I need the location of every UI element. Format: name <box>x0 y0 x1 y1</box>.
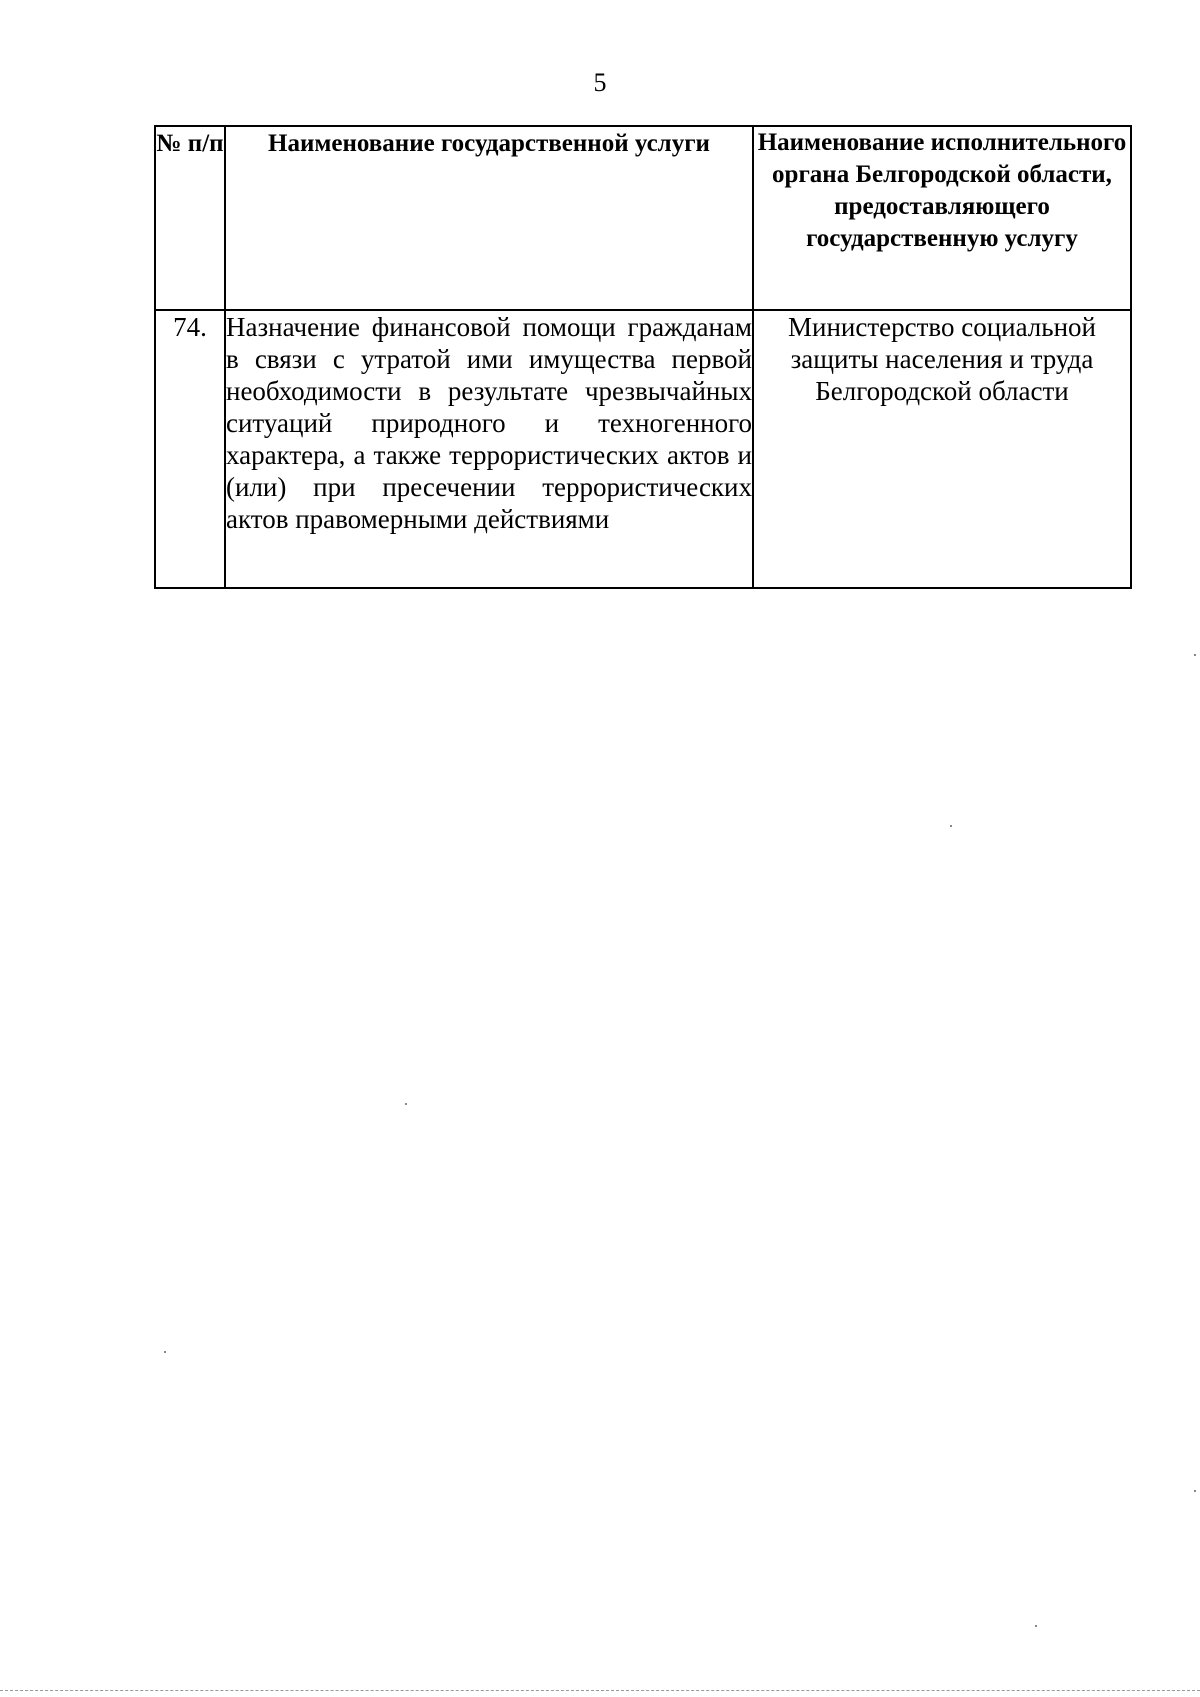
row-organ-name: Министерство социальной защиты населения и труда Белгородской области <box>753 310 1131 588</box>
header-organ-name: Наименование исполнительного органа Белгородской области, предоставляющего государственную услугу <box>753 126 1131 310</box>
page-number: 5 <box>593 68 607 97</box>
row-number: 74. <box>155 310 225 588</box>
scan-edge-line <box>0 1690 1200 1691</box>
header-number: № п/п <box>155 126 225 310</box>
table-header-row <box>155 126 1131 310</box>
services-table <box>154 125 1132 589</box>
row-service-name: Назначение финансовой помощи гражданам в связи с утратой ими имущества первой необходимости в результате чрезвычайных ситуаций природного и техногенного характера, а также террористических актов и (или) при пресечении террористических актов правомерными действиями <box>225 310 753 588</box>
header-service-name: Наименование государственной услуги <box>225 126 753 310</box>
table-row <box>155 310 1131 588</box>
